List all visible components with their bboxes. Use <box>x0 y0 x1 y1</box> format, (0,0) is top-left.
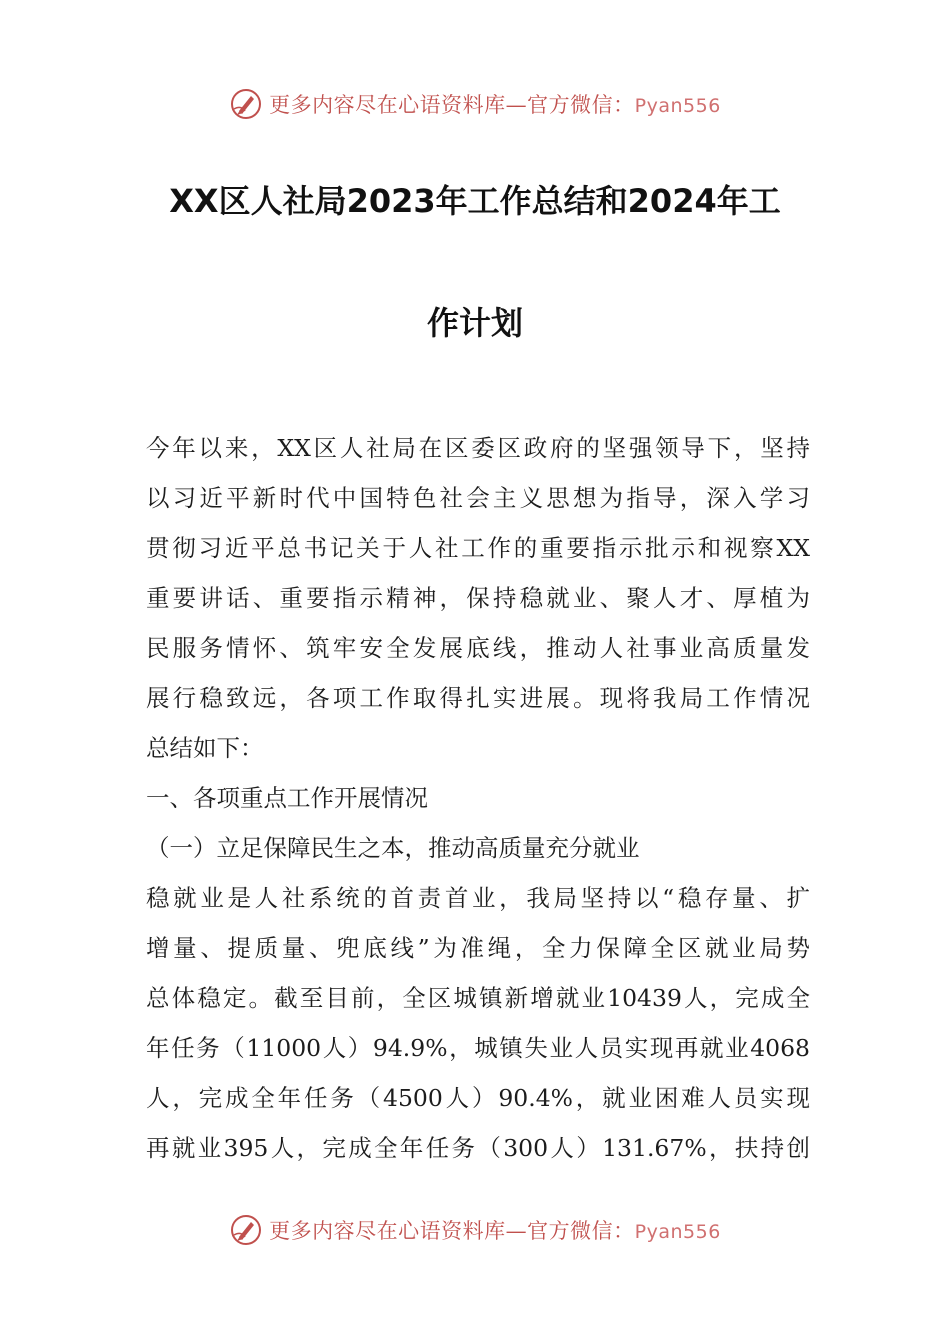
body-line: 人，完成全年任务（4500人）90.4%，就业困难人员实现 <box>146 1084 810 1112</box>
body-line: 今年以来，XX区人社局在区委区政府的坚强领导下，坚持 <box>146 434 810 462</box>
watermark-text: 更多内容尽在心语资料库—官方微信：Pyan556 <box>269 1219 721 1243</box>
watermark-banner-top <box>0 84 950 124</box>
watermark-text: 更多内容尽在心语资料库—官方微信：Pyan556 <box>269 93 721 117</box>
body-line: 增量、提质量、兜底线”为准绳，全力保障全区就业局势 <box>146 934 810 962</box>
body-line: 展行稳致远，各项工作取得扎实进展。现将我局工作情况 <box>146 684 810 712</box>
body-line: 稳就业是人社系统的首责首业，我局坚持以“稳存量、扩 <box>146 884 810 912</box>
body-line: 再就业395人，完成全年任务（300人）131.67%，扶持创 <box>146 1134 810 1162</box>
body-line: 以习近平新时代中国特色社会主义思想为指导，深入学习 <box>146 484 810 512</box>
pen-logo-icon <box>229 1213 263 1247</box>
watermark-banner-bottom <box>0 1210 950 1250</box>
body-line: 总结如下： <box>146 734 264 762</box>
subsection-heading: （一）立足保障民生之本，推动高质量充分就业 <box>146 834 640 862</box>
body-line: 总体稳定。截至目前，全区城镇新增就业10439人，完成全 <box>146 984 810 1012</box>
body-line: 贯彻习近平总书记关于人社工作的重要指示批示和视察XX <box>146 534 810 562</box>
body-line: 民服务情怀、筑牢安全发展底线，推动人社事业高质量发 <box>146 634 810 662</box>
body-line: 年任务（11000人）94.9%，城镇失业人员实现再就业4068 <box>146 1034 810 1062</box>
body-line: 重要讲话、重要指示精神，保持稳就业、聚人才、厚植为 <box>146 584 810 612</box>
section-heading: 一、各项重点工作开展情况 <box>146 784 428 812</box>
document-title-line-1: XX区人社局2023年工作总结和2024年工 <box>169 182 781 220</box>
document-title-line-2: 作计划 <box>426 304 523 342</box>
pen-logo-icon <box>229 87 263 121</box>
